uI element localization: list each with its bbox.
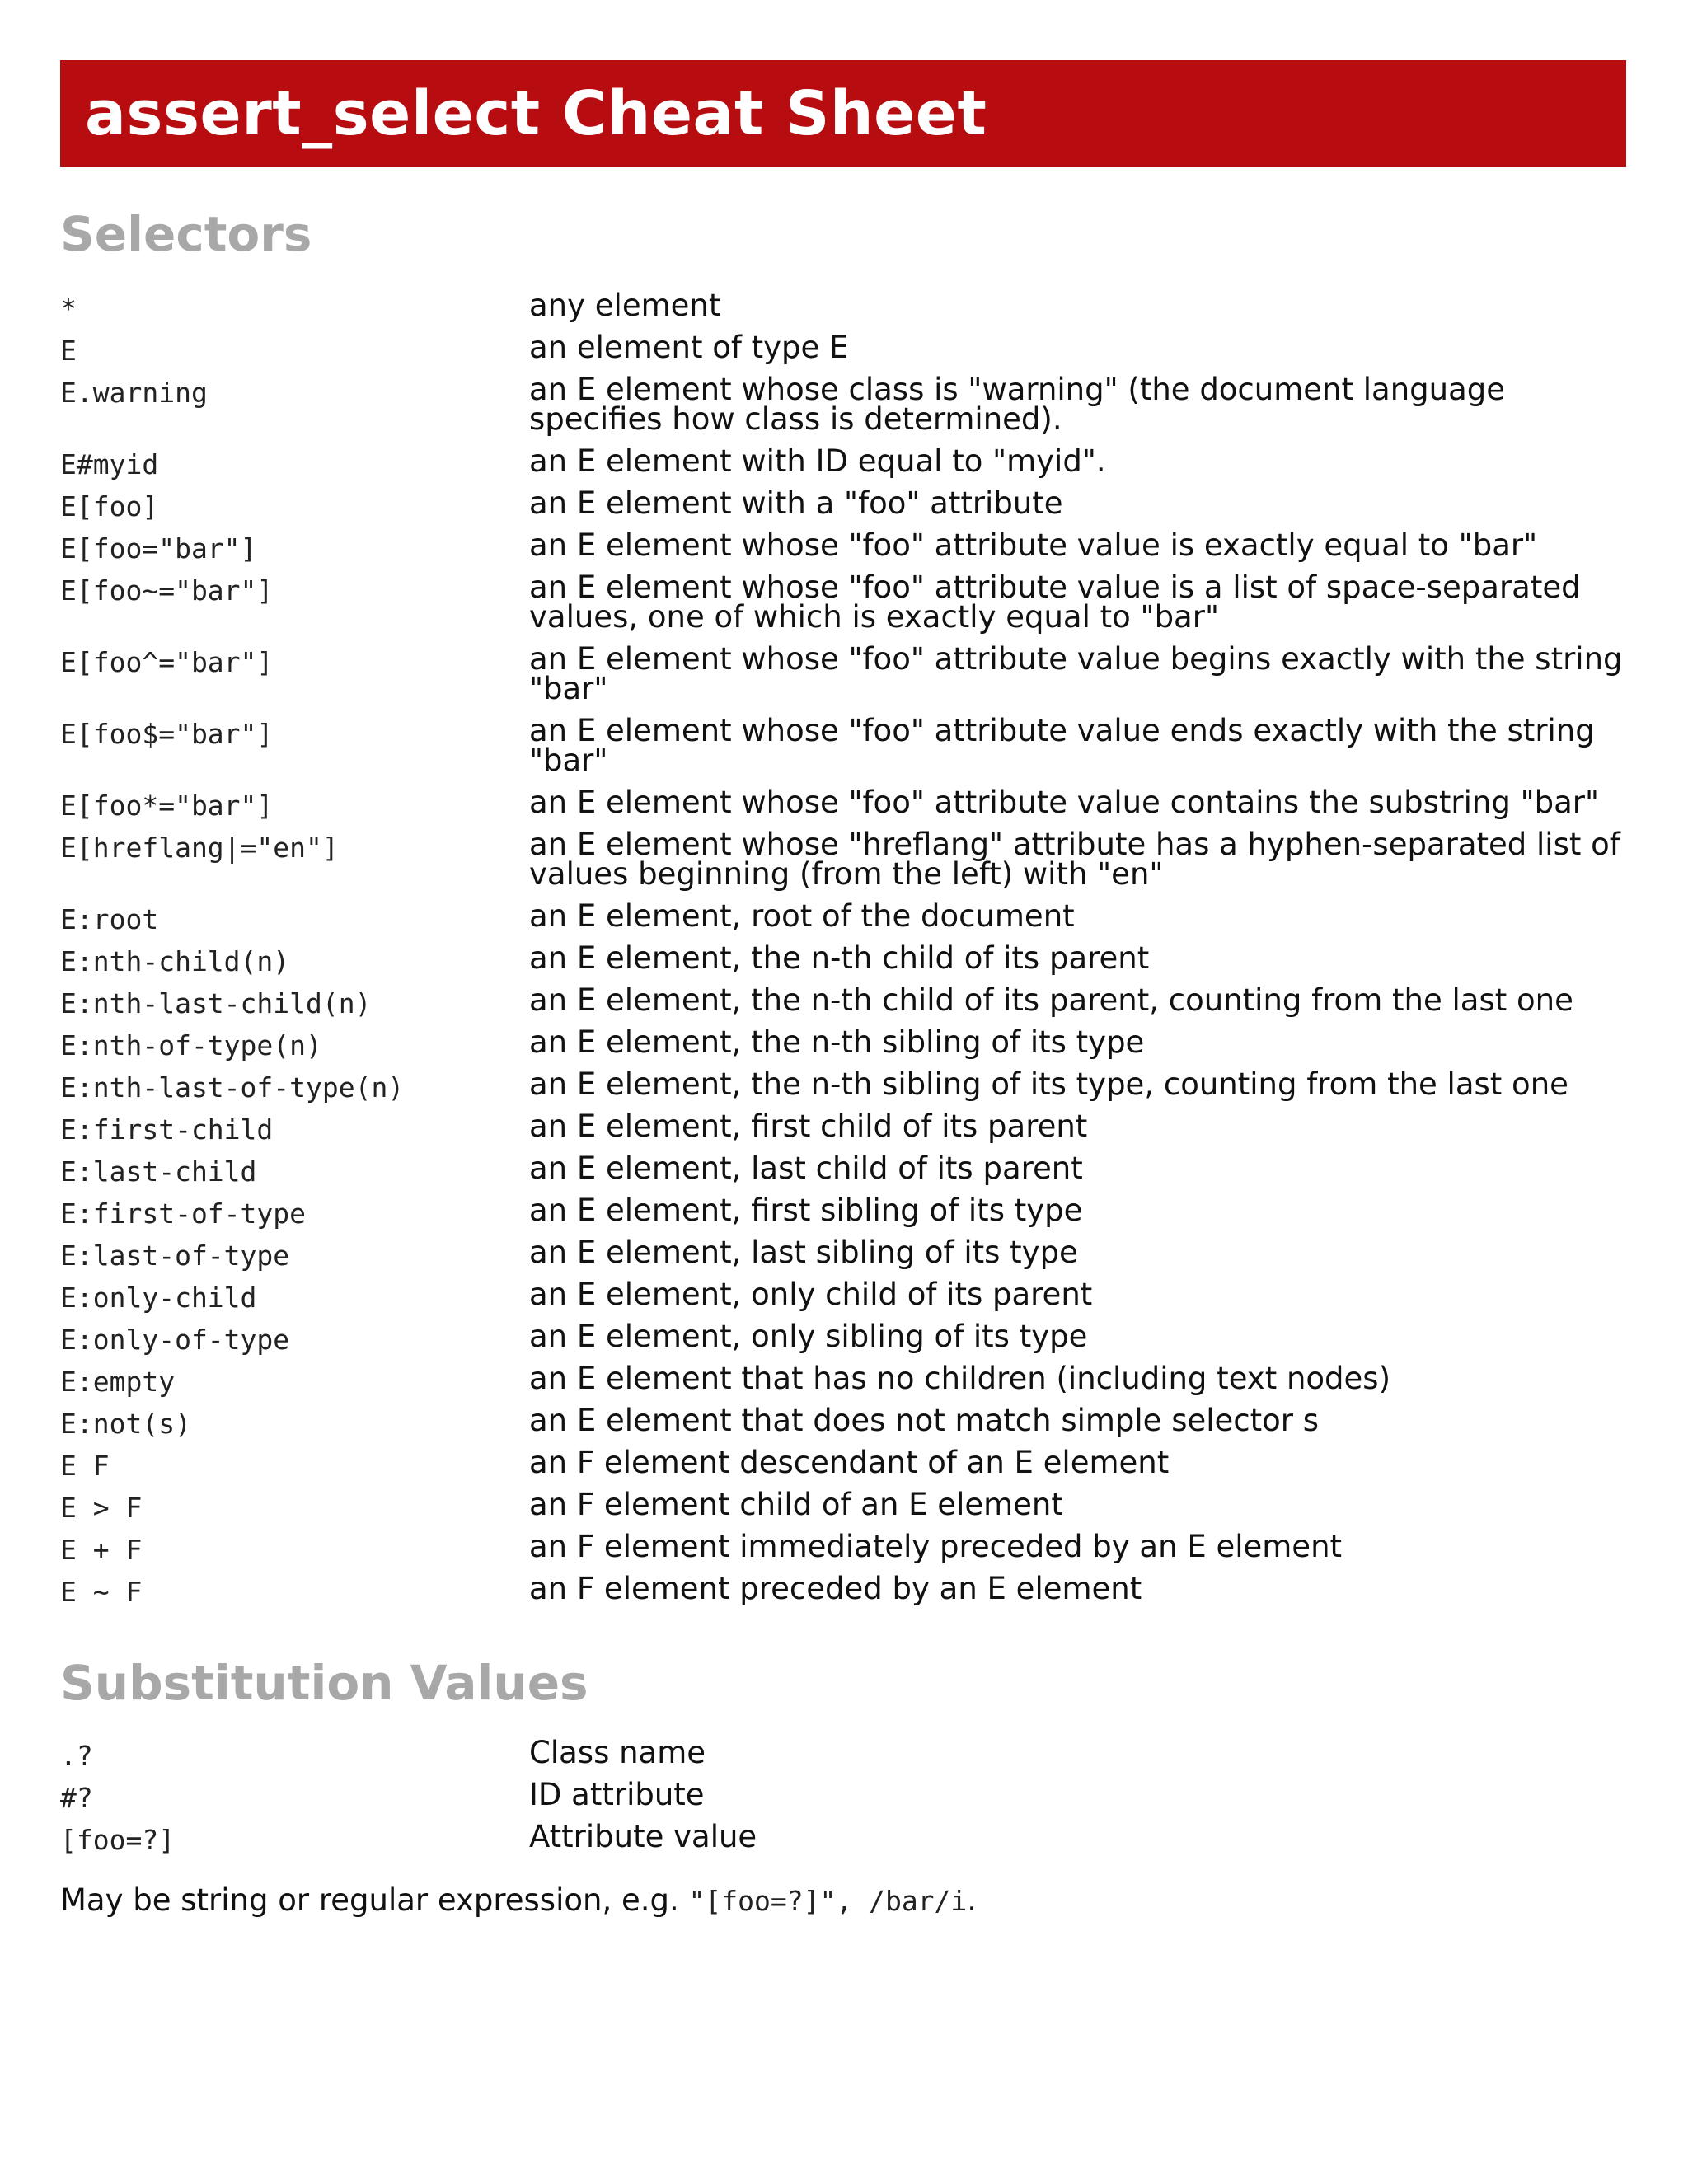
selector-row <box>60 288 1626 333</box>
selector-code: E ~ F <box>60 1576 143 1608</box>
selector-row <box>60 1361 1626 1406</box>
substitution-table <box>60 1735 1626 1864</box>
selector-description: an E element, the n-th sibling of its type, counting from the last one <box>529 1066 1568 1102</box>
selector-description: an F element child of an E element <box>529 1487 1063 1522</box>
selector-code: E[foo] <box>60 490 159 523</box>
selector-code: E:nth-last-child(n) <box>60 987 372 1019</box>
selector-row <box>60 485 1626 531</box>
note-example-string: "[foo=?]" <box>688 1885 837 1917</box>
selector-row <box>60 1151 1626 1196</box>
selector-description: an E element, only sibling of its type <box>529 1319 1088 1354</box>
selector-code: E:nth-last-of-type(n) <box>60 1071 405 1104</box>
selector-code: E:last-of-type <box>60 1240 290 1272</box>
selector-description: an E element with ID equal to "myid". <box>529 443 1106 479</box>
selector-description: an E element, last child of its parent <box>529 1151 1083 1186</box>
substitution-note <box>60 1882 1626 1919</box>
substitution-code: #? <box>60 1782 93 1814</box>
selector-code: E:first-of-type <box>60 1197 307 1230</box>
selector-description: an F element preceded by an E element <box>529 1571 1142 1606</box>
substitution-description: Class name <box>529 1735 706 1770</box>
selector-row <box>60 1445 1626 1490</box>
cheat-sheet-page <box>60 60 1626 1950</box>
selector-row <box>60 982 1626 1028</box>
selector-code: E[foo~="bar"] <box>60 574 274 607</box>
selector-code: E:only-child <box>60 1282 257 1314</box>
note-prefix: May be string or regular expression, e.g. <box>60 1882 689 1918</box>
selector-description: an E element with a "foo" attribute <box>529 485 1063 521</box>
selector-code: E[foo$="bar"] <box>60 718 274 750</box>
selector-row <box>60 1193 1626 1238</box>
selector-code: E#myid <box>60 448 159 480</box>
selector-row <box>60 569 1626 644</box>
selector-description: any element <box>529 288 721 323</box>
selector-row <box>60 1024 1626 1070</box>
selector-row <box>60 1108 1626 1154</box>
note-suffix: . <box>967 1882 978 1918</box>
selector-description: an E element, first sibling of its type <box>529 1193 1083 1228</box>
selectors-table <box>60 288 1626 1616</box>
selector-row <box>60 641 1626 716</box>
selector-code: E:nth-of-type(n) <box>60 1029 322 1062</box>
substitution-row <box>60 1735 1626 1780</box>
selector-row <box>60 443 1626 489</box>
selector-row <box>60 1403 1626 1448</box>
selector-description: an E element whose "foo" attribute value begins exactly with the string "bar" <box>529 641 1623 706</box>
selector-description: an E element, the n-th child of its parent <box>529 940 1150 976</box>
selector-code: E[foo*="bar"] <box>60 790 274 822</box>
selector-description: an element of type E <box>529 330 849 365</box>
selector-description: an E element, only child of its parent <box>529 1277 1093 1312</box>
selector-code: E[foo="bar"] <box>60 532 257 565</box>
page-title: assert_select Cheat Sheet <box>85 78 987 149</box>
selector-code: E > F <box>60 1492 143 1524</box>
selector-description: an E element whose "foo" attribute value is a list of space-separated values, one of which is exactly equal to "bar" <box>529 569 1581 635</box>
selector-row <box>60 527 1626 573</box>
selector-description: an E element whose "hreflang" attribute has a hyphen-separated list of values beginning (from the left) with "en" <box>529 827 1620 892</box>
selector-code: E:not(s) <box>60 1408 191 1440</box>
selector-code: E <box>60 335 77 367</box>
selector-row <box>60 827 1626 902</box>
selector-row <box>60 1571 1626 1616</box>
selector-row <box>60 713 1626 788</box>
selector-description: an E element whose "foo" attribute value ends exactly with the string "bar" <box>529 713 1595 778</box>
selector-row <box>60 1066 1626 1112</box>
selector-row <box>60 1319 1626 1364</box>
title-banner <box>60 60 1626 167</box>
selector-row <box>60 330 1626 375</box>
selector-description: an F element descendant of an E element <box>529 1445 1170 1480</box>
selector-code: E F <box>60 1450 110 1482</box>
selector-code: E:only-of-type <box>60 1324 290 1356</box>
selector-code: E + F <box>60 1534 143 1566</box>
substitution-code: [foo=?] <box>60 1824 176 1856</box>
selector-code: E[hreflang|="en"] <box>60 832 339 864</box>
selector-description: an E element whose "foo" attribute value is exactly equal to "bar" <box>529 527 1538 563</box>
selector-row <box>60 898 1626 944</box>
substitution-description: Attribute value <box>529 1819 757 1854</box>
selector-row <box>60 1235 1626 1280</box>
selector-description: an E element that does not match simple selector s <box>529 1403 1320 1438</box>
selectors-heading: Selectors <box>60 206 312 262</box>
selector-code: E[foo^="bar"] <box>60 646 274 678</box>
selector-description: an E element that has no children (including text nodes) <box>529 1361 1391 1396</box>
selector-row <box>60 785 1626 830</box>
selector-row <box>60 372 1626 447</box>
substitution-code: .? <box>60 1740 93 1772</box>
substitution-values-heading: Substitution Values <box>60 1655 588 1711</box>
selector-row <box>60 940 1626 986</box>
selector-row <box>60 1529 1626 1574</box>
selector-code: E:first-child <box>60 1113 274 1146</box>
selector-description: an E element whose "foo" attribute value contains the substring "bar" <box>529 785 1600 820</box>
selector-description: an E element, root of the document <box>529 898 1075 934</box>
selector-code: * <box>60 293 77 325</box>
selector-row <box>60 1277 1626 1322</box>
substitution-row <box>60 1819 1626 1864</box>
note-example-regex: /bar/i <box>869 1885 968 1917</box>
selector-code: E:nth-child(n) <box>60 945 290 977</box>
selector-code: E:empty <box>60 1366 176 1398</box>
substitution-description: ID attribute <box>529 1777 705 1812</box>
substitution-row <box>60 1777 1626 1822</box>
selector-description: an E element, the n-th child of its parent, counting from the last one <box>529 982 1573 1018</box>
selector-description: an F element immediately preceded by an E element <box>529 1529 1343 1564</box>
selector-code: E.warning <box>60 377 208 409</box>
selector-description: an E element, the n-th sibling of its type <box>529 1024 1145 1060</box>
selector-row <box>60 1487 1626 1532</box>
selector-description: an E element, last sibling of its type <box>529 1235 1078 1270</box>
selector-code: E:last-child <box>60 1155 257 1188</box>
selector-description: an E element, first child of its parent <box>529 1108 1088 1144</box>
selector-code: E:root <box>60 903 159 935</box>
note-separator: , <box>836 1885 870 1917</box>
selector-description: an E element whose class is "warning" (the document language specifies how class is determined). <box>529 372 1506 437</box>
